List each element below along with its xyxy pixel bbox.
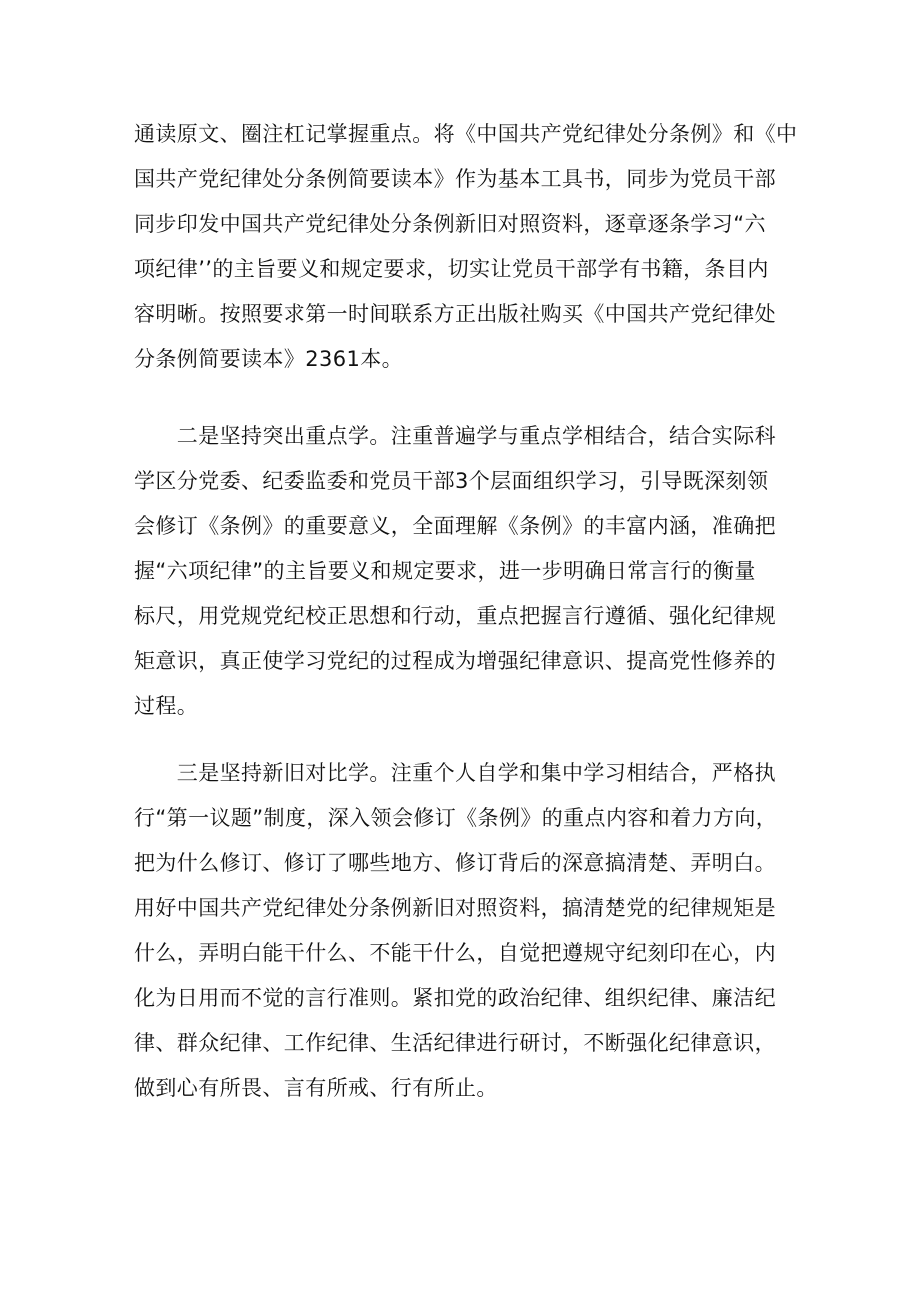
text-line: 用好中国共产党纪律处分条例新旧对照资料，搞清楚党的纪律规矩是: [134, 896, 776, 920]
text-line: 握“六项纪律”的主旨要义和规定要求，进一步明确日常言行的衡量: [134, 559, 756, 583]
text-line: 项纪律’’的主旨要义和规定要求，切实让党员干部学有书籍，条目内: [134, 257, 769, 281]
text-line: 矩意识，真正使学习党纪的过程成为增强纪律意识、提高党性修养的: [134, 649, 776, 673]
text-line: 会修订《条例》的重要意义，全面理解《条例》的丰富内涵，准确把: [134, 514, 776, 538]
text-line: 把为什么修订、修订了哪些地方、修订背后的深意搞清楚、弄明白。: [134, 851, 776, 875]
text-line: 化为日用而不觉的言行准则。紧扣党的政治纪律、组织纪律、廉洁纪: [134, 986, 776, 1010]
text-line: 容明晰。按照要求第一时间联系方正出版社购买《中国共产党纪律处: [134, 302, 776, 326]
text-line: 做到心有所畏、言有所戒、行有所止。: [134, 1076, 498, 1100]
text-line: 通读原文、圈注杠记掌握重点。将《中国共产党纪律处分条例》和《中: [134, 122, 798, 146]
paragraph-2: [134, 414, 794, 729]
text-line: 同步印发中国共产党纪律处分条例新旧对照资料，逐章逐条学习“六: [134, 212, 766, 236]
text-line: 国共产党纪律处分条例简要读本》作为基本工具书，同步为党员干部: [134, 167, 776, 191]
paragraph-1: [134, 112, 798, 382]
text-line: 过程。: [134, 694, 199, 718]
text-line: 分条例简要读本》2361本。: [134, 347, 404, 371]
paragraph-3: [134, 751, 794, 1111]
text-line: 三是坚持新旧对比学。注重个人自学和集中学习相结合，严格执: [134, 761, 776, 785]
text-line: 律、群众纪律、工作纪律、生活纪律进行研讨，不断强化纪律意识，: [134, 1031, 776, 1055]
text-line: 行“第一议题”制度，深入领会修订《条例》的重点内容和着力方向，: [134, 806, 778, 830]
text-line: 二是坚持突出重点学。注重普遍学与重点学相结合，结合实际科: [134, 424, 776, 448]
text-line: 学区分党委、纪委监委和党员干部3个层面组织学习，引导既深刻领: [134, 469, 769, 493]
text-line: 标尺，用党规党纪校正思想和行动，重点把握言行遵循、强化纪律规: [134, 604, 776, 628]
text-line: 什么，弄明白能干什么、不能干什么，自觉把遵规守纪刻印在心，内: [134, 941, 776, 965]
